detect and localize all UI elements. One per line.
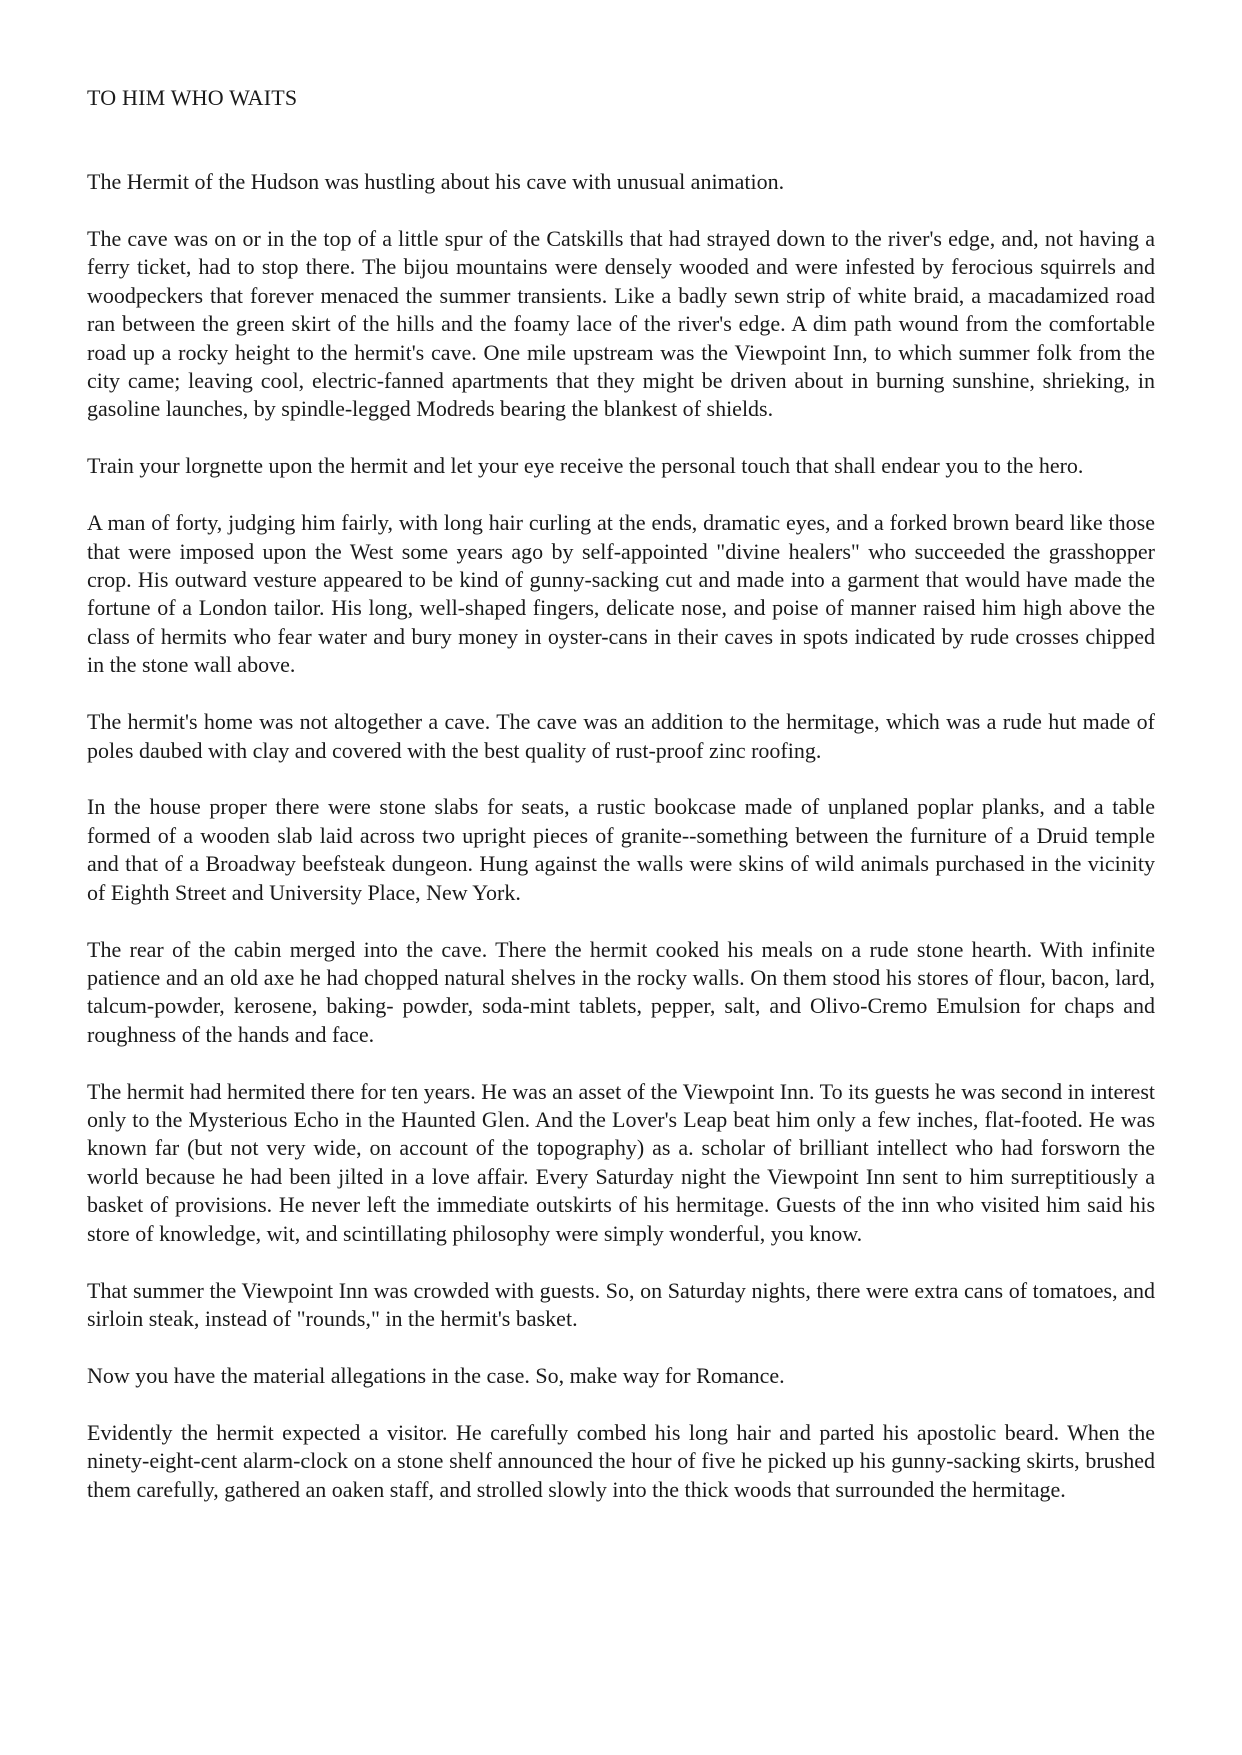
paragraph: The Hermit of the Hudson was hustling about his cave with unusual animation. [87, 169, 785, 194]
paragraph: A man of forty, judging him fairly, with long hair curling at the ends, dramatic eyes, and a forked brown beard like those that were imposed upon the West some years ago by self-appointed "divine healers" who succeeded the grasshopper crop. His outward vesture appeared to be kind of gunny-sacking cut and made into a garment that would have made the fortune of a London tailor. His long, well-shaped fingers, delicate nose, and poise of manner raised him high above the class of hermits who fear water and bury money in oyster-cans in their caves in spots indicated by rude crosses chipped in the stone wall above. [87, 510, 1155, 678]
paragraph: In the house proper there were stone slabs for seats, a rustic bookcase made of unplaned poplar planks, and a table formed of a wooden slab laid across two upright pieces of granite--something between the furniture of a Druid temple and that of a Broadway beefsteak dungeon. Hung against the walls were skins of wild animals purchased in the vicinity of Eighth Street and University Place, New York. [87, 794, 1155, 905]
paragraph: Train your lorgnette upon the hermit and let your eye receive the personal touch that shall endear you to the hero. [87, 453, 1084, 479]
paragraph: The rear of the cabin merged into the cave. There the hermit cooked his meals on a rude stone hearth. With infinite patience and an old axe he had chopped natural shelves in the rocky walls. On them stood his stores of flour, bacon, lard, talcum-powder, kerosene, baking- powder, soda-mint tablets, pepper, salt, and Olivo-Cremo Emulsion for chaps and roughness of the hands and face. [87, 936, 1155, 1047]
paragraph: The hermit had hermited there for ten years. He was an asset of the Viewpoint Inn. To its guests he was second in interest only to the Mysterious Echo in the Haunted Glen. And the Lover's Leap beat him only a few inches, flat-footed. He was known far (but not very wide, on account of the topography) as a. scholar of brilliant intellect who had forsworn the world because he had been jilted in a love affair. Every Saturday night the Viewpoint Inn sent to him surreptitiously a basket of provisions. He never left the immediate outskirts of his hermitage. Guests of the inn who visited him said his store of knowledge, wit, and scintillating philosophy were simply wonderful, you know. [87, 1078, 1155, 1246]
story-title: TO HIM WHO WAITS [87, 85, 298, 110]
document-page [87, 84, 1155, 1533]
paragraph: Now you have the material allegations in the case. So, make way for Romance. [87, 1362, 785, 1388]
paragraph: That summer the Viewpoint Inn was crowded with guests. So, on Saturday nights, there were extra cans of tomatoes, and sirloin steak, instead of "rounds," in the hermit's basket. [87, 1277, 1155, 1331]
paragraph: Evidently the hermit expected a visitor. He carefully combed his long hair and parted his apostolic beard. When the ninety-eight-cent alarm-clock on a stone shelf announced the hour of five he picked up his gunny-sacking skirts, brushed them carefully, gathered an oaken staff, and strolled slowly into the thick woods that surrounded the hermitage. [87, 1419, 1155, 1502]
paragraph: The cave was on or in the top of a little spur of the Catskills that had strayed down to the river's edge, and, not having a ferry ticket, had to stop there. The bijou mountains were densely wooded and were infested by ferocious squirrels and woodpeckers that forever menaced the summer transients. Like a badly sewn strip of white braid, a macadamized road ran between the green skirt of the hills and the foamy lace of the river's edge. A dim path wound from the comfortable road up a rocky height to the hermit's cave. One mile upstream was the Viewpoint Inn, to which summer folk from the city came; leaving cool, electric-fanned apartments that they might be driven about in burning sunshine, shrieking, in gasoline launches, by spindle-legged Modreds bearing the blankest of shields. [87, 225, 1155, 422]
paragraph: The hermit's home was not altogether a cave. The cave was an addition to the hermitage, which was a rude hut made of poles daubed with clay and covered with the best quality of rust-proof zinc roofing. [87, 709, 1155, 763]
